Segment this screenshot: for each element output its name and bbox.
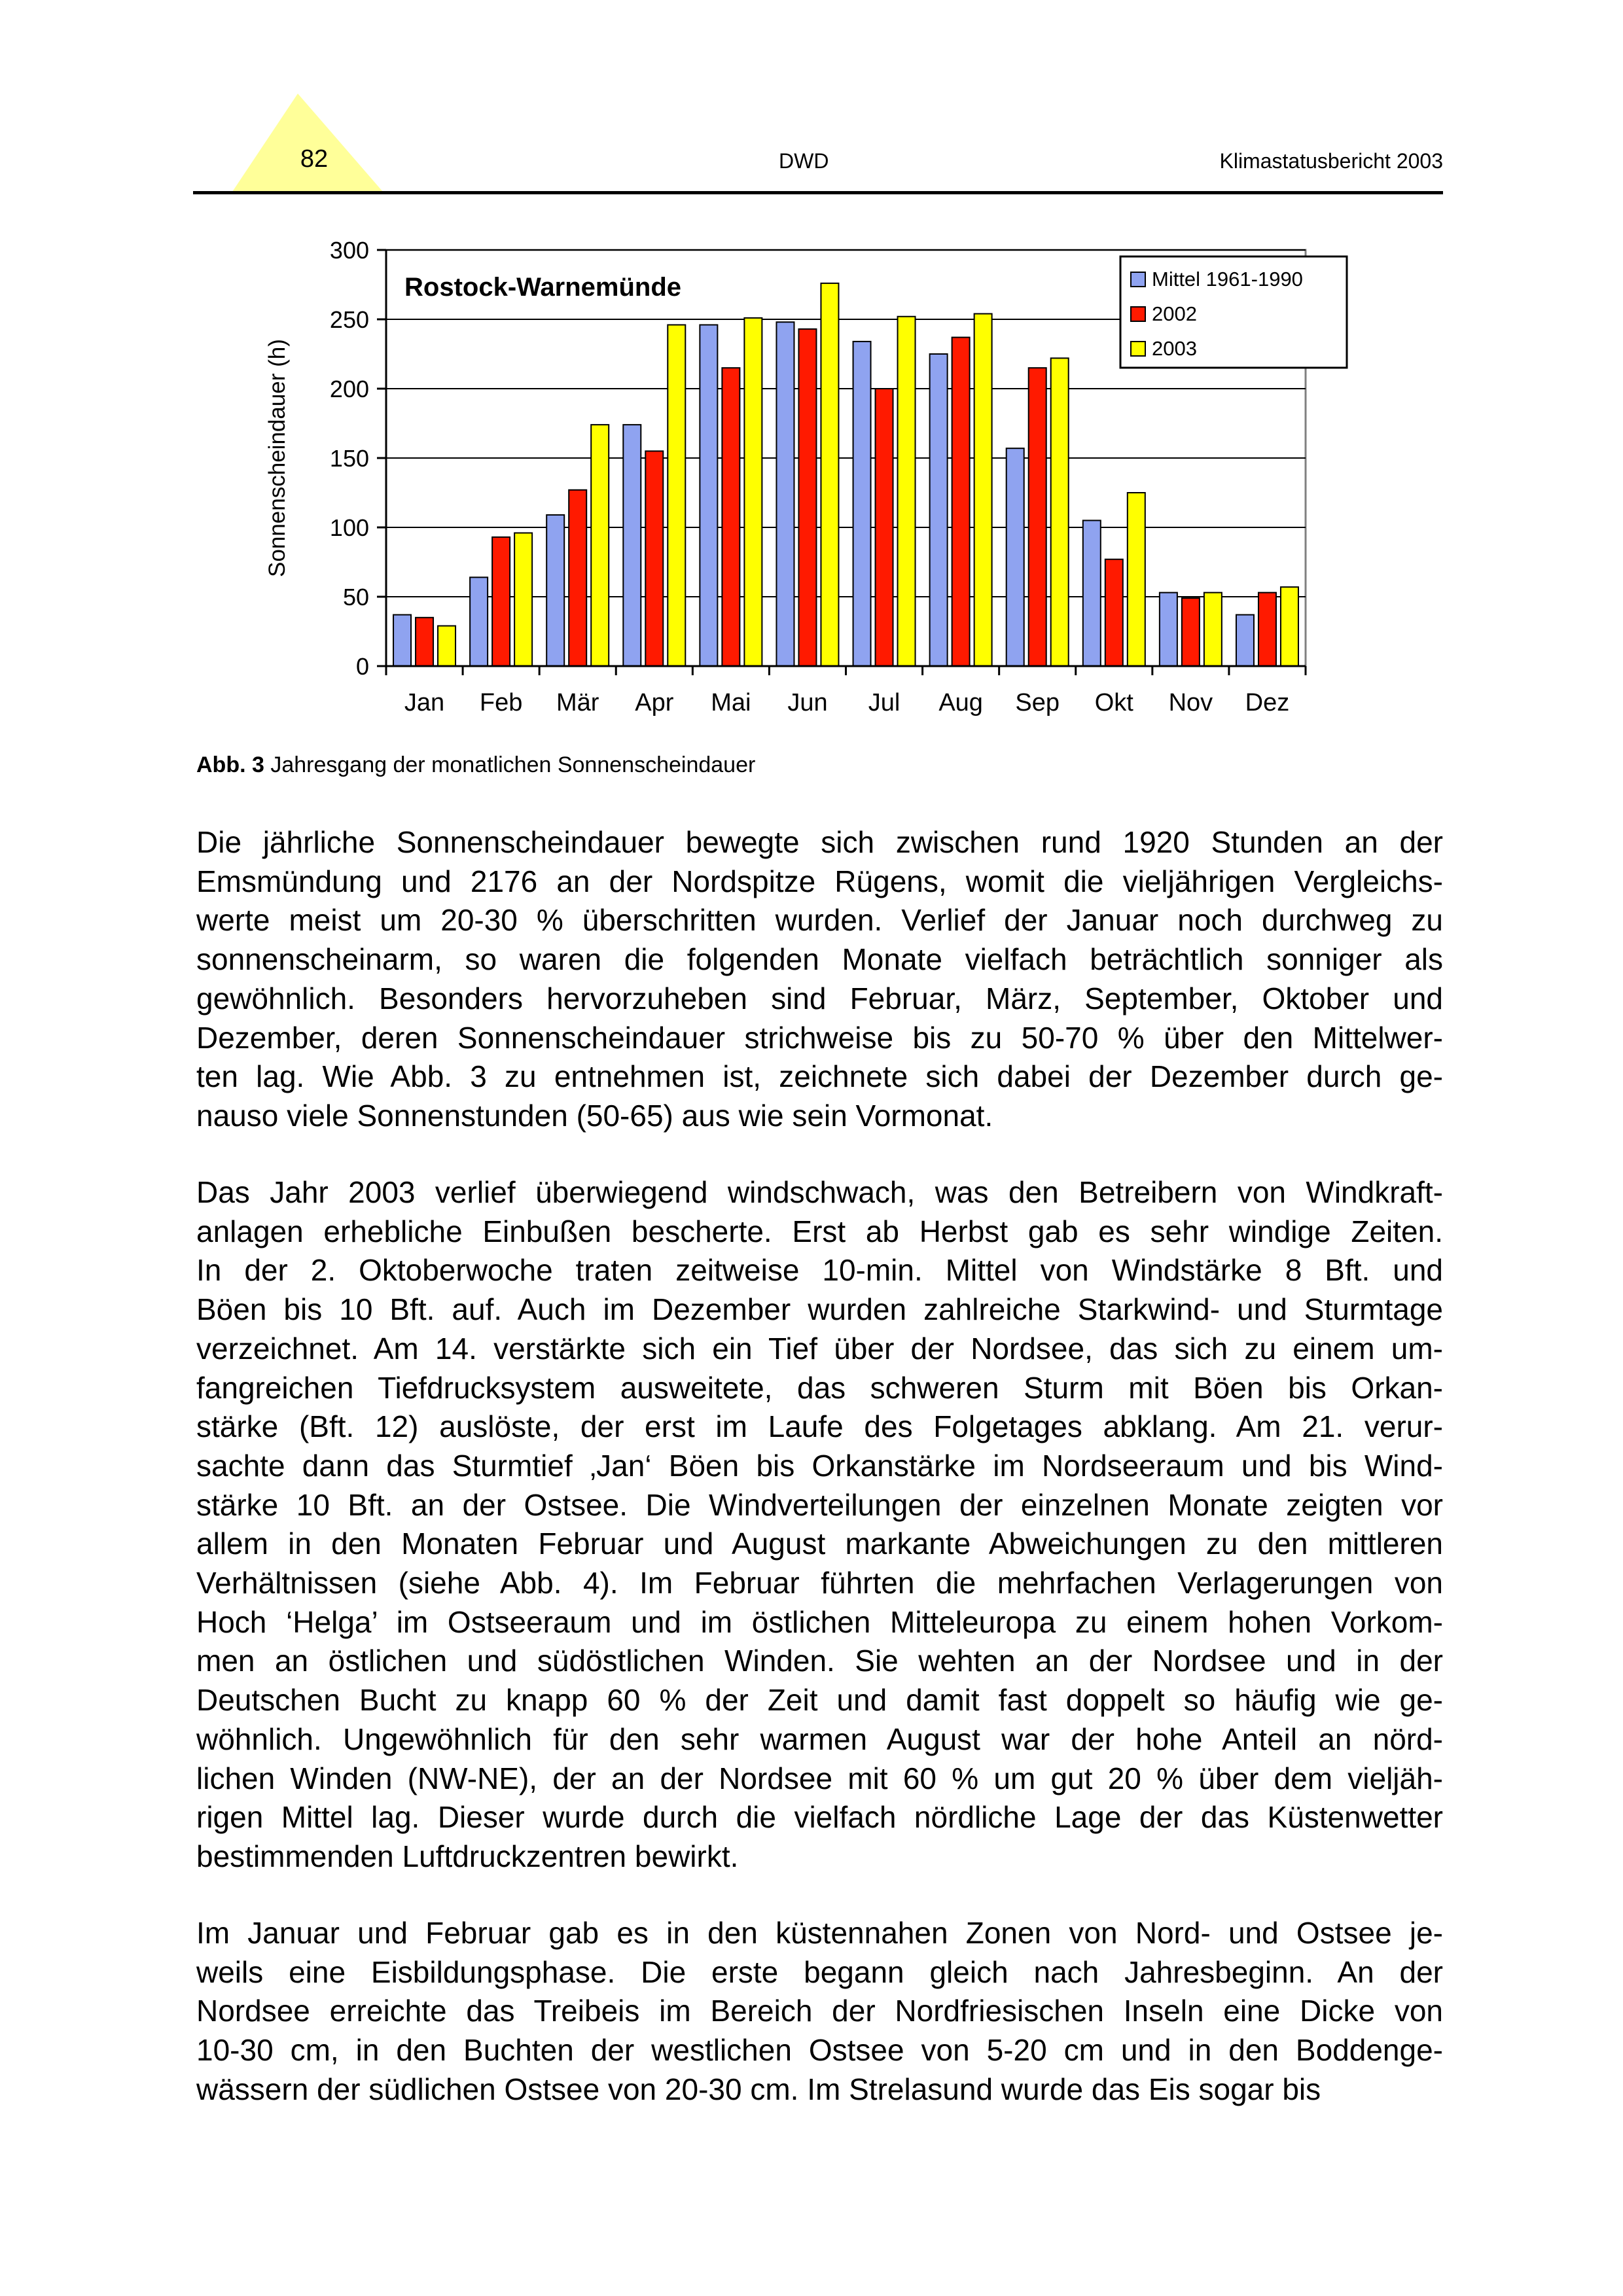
bar: [876, 389, 893, 666]
paragraph-line: ten lag. Wie Abb. 3 zu entnehmen ist, zeichnete sich dabei der Dezember durch ge-: [196, 1059, 1443, 1094]
bar: [1204, 593, 1222, 666]
bar: [1182, 598, 1200, 666]
paragraph-line: anlagen erhebliche Einbußen bescherte. Erst ab Herbst gab es sehr windige Zeiten.: [196, 1214, 1443, 1248]
paragraph-line: lichen Winden (NW-NE), der an der Nordsee mit 60 % um gut 20 % über dem vieljäh-: [196, 1761, 1443, 1795]
legend-swatch: [1131, 272, 1145, 287]
paragraph-line: Hoch ‘Helga’ im Ostseeraum und im östlichen Mitteleuropa zu einem hohen Vorkom-: [196, 1604, 1443, 1639]
paragraph-line: stärke 10 Bft. an der Ostsee. Die Windverteilungen der einzelnen Monate zeigten vor: [196, 1487, 1443, 1522]
paragraph-ice: [196, 1914, 1443, 2110]
paragraph-line: Verhältnissen (siehe Abb. 4). Im Februar führten die mehrfachen Verlagerungen von: [196, 1566, 1443, 1600]
paragraph-line: men an östlichen und südöstlichen Winden. Sie wehten an der Nordsee und in der: [196, 1644, 1443, 1678]
bar: [952, 338, 970, 666]
figure-caption-text: Jahresgang der monatlichen Sonnenscheindauer: [264, 752, 756, 777]
sunshine-chart: [0, 0, 1623, 746]
bar: [416, 618, 433, 666]
bar: [1051, 358, 1069, 666]
bar: [700, 325, 717, 666]
paragraph-line: weils eine Eisbildungsphase. Die erste begann gleich nach Jahresbeginn. An der: [196, 1954, 1443, 1989]
x-tick-label: Jun: [787, 689, 828, 716]
paragraph-line: stärke (Bft. 12) auslöste, der erst im Laufe des Folgetages abklang. Am 21. verur-: [196, 1409, 1443, 1444]
y-tick-label: 0: [355, 653, 369, 680]
bar: [668, 325, 685, 666]
bar: [569, 490, 586, 666]
bar: [393, 615, 411, 666]
paragraph-line: bestimmenden Luftdruckzentren bewirkt.: [196, 1839, 739, 1873]
header-report-title: Klimastatusbericht 2003: [1219, 149, 1443, 173]
bar: [744, 318, 762, 666]
y-tick-label: 50: [342, 584, 369, 610]
x-tick-label: Mär: [556, 689, 599, 716]
paragraph-line: fangreichen Tiefdrucksystem ausweitete, das schweren Sturm mit Böen bis Orkan-: [196, 1370, 1443, 1405]
bar: [722, 368, 740, 666]
legend-label: Mittel 1961-1990: [1152, 268, 1303, 291]
bar: [470, 577, 488, 666]
x-tick-label: Sep: [1015, 689, 1060, 716]
paragraph-line: nauso viele Sonnenstunden (50-65) aus wie sein Vormonat.: [196, 1098, 993, 1133]
bar: [1105, 559, 1123, 666]
paragraph-line: 10-30 cm, in den Buchten der westlichen Ostsee von 5-20 cm und in den Boddenge-: [196, 2033, 1443, 2068]
bar: [1007, 448, 1024, 666]
bar: [1029, 368, 1046, 666]
bar: [1281, 587, 1298, 666]
bar: [898, 317, 916, 666]
paragraph-line: In der 2. Oktoberwoche traten zeitweise 10-min. Mittel von Windstärke 8 Bft. und: [196, 1253, 1443, 1288]
paragraph-line: verzeichnet. Am 14. verstärkte sich ein Tief über der Nordsee, das sich zu einem um-: [196, 1331, 1443, 1366]
y-tick-label: 250: [329, 306, 369, 333]
x-tick-label: Apr: [635, 689, 674, 716]
paragraph-line: Die jährliche Sonnenscheindauer bewegte sich zwischen rund 1920 Stunden an der: [196, 825, 1443, 859]
paragraph-sunshine: [196, 823, 1443, 1136]
bar: [776, 322, 794, 666]
header-publisher: DWD: [779, 149, 829, 173]
figure-caption: [196, 752, 755, 778]
bar: [798, 329, 816, 666]
page-number: 82: [300, 145, 329, 173]
chart-legend: [1120, 256, 1347, 368]
paragraph-line: Deutschen Bucht zu knapp 60 % der Zeit und damit fast doppelt so häufig wie ge-: [196, 1683, 1443, 1718]
bar: [821, 283, 838, 666]
chart-y-axis-label: Sonnenscheindauer (h): [264, 339, 290, 577]
y-tick-label: 200: [329, 376, 369, 402]
paragraph-line: sonnenscheinarm, so waren die folgenden Monate vielfach beträchtlich sonniger als: [196, 942, 1443, 977]
legend-label: 2002: [1152, 302, 1197, 325]
bar: [623, 425, 641, 666]
paragraph-line: Im Januar und Februar gab es in den küstennahen Zonen von Nord- und Ostsee je-: [196, 1916, 1443, 1950]
paragraph-wind: [196, 1173, 1443, 1877]
y-tick-label: 300: [329, 237, 369, 264]
paragraph-line: rigen Mittel lag. Dieser wurde durch die vielfach nördliche Lage der das Küstenwetter: [196, 1800, 1443, 1835]
paragraph-line: Das Jahr 2003 verlief überwiegend windschwach, was den Betreibern von Windkraft-: [196, 1175, 1443, 1209]
bar: [1160, 593, 1177, 666]
paragraph-line: allem in den Monaten Februar und August markante Abweichungen zu den mittleren: [196, 1527, 1443, 1561]
x-tick-label: Mai: [711, 689, 751, 716]
y-tick-label: 150: [329, 445, 369, 472]
legend-label: 2003: [1152, 337, 1197, 360]
paragraph-line: wöhnlich. Ungewöhnlich für den sehr warmen August war der hohe Anteil an nörd-: [196, 1722, 1443, 1756]
x-tick-label: Dez: [1245, 689, 1290, 716]
bar: [974, 314, 992, 666]
bar: [514, 533, 532, 666]
bar: [1083, 520, 1101, 666]
paragraph-line: Emsmündung und 2176 an der Nordspitze Rügens, womit die vieljährigen Vergleichs-: [196, 864, 1443, 898]
x-tick-label: Okt: [1094, 689, 1133, 716]
paragraph-line: gewöhnlich. Besonders hervorzuheben sind Februar, März, September, Oktober und: [196, 981, 1443, 1016]
bar: [1258, 593, 1276, 666]
x-tick-label: Jan: [404, 689, 445, 716]
bar: [853, 342, 871, 666]
chart-title: Rostock-Warnemünde: [404, 273, 682, 302]
paragraph-line: wässern der südlichen Ostsee von 20-30 cm. Im Strelasund wurde das Eis sogar bis: [196, 2072, 1321, 2106]
bar: [492, 537, 510, 666]
paragraph-line: Nordsee erreichte das Treibeis im Bereich der Nordfriesischen Inseln eine Dicke von: [196, 1994, 1443, 2028]
x-tick-label: Aug: [938, 689, 983, 716]
paragraph-line: Dezember, deren Sonnenscheindauer strichweise bis zu 50-70 % über den Mittelwer-: [196, 1020, 1443, 1055]
bar: [645, 451, 663, 666]
bar: [591, 425, 609, 666]
x-tick-label: Jul: [868, 689, 901, 716]
figure-caption-label: Abb. 3: [196, 752, 264, 777]
bar: [546, 515, 564, 666]
paragraph-line: sachte dann das Sturmtief ‚Jan‘ Böen bis Orkanstärke im Nordseeraum und bis Wind-: [196, 1448, 1443, 1483]
paragraph-line: Böen bis 10 Bft. auf. Auch im Dezember wurden zahlreiche Starkwind- und Sturmtage: [196, 1292, 1443, 1327]
x-tick-label: Feb: [479, 689, 523, 716]
legend-swatch: [1131, 342, 1145, 356]
x-tick-label: Nov: [1168, 689, 1213, 716]
bar: [1236, 615, 1254, 666]
bar: [930, 354, 948, 666]
paragraph-line: werte meist um 20-30 % überschritten wurden. Verlief der Januar noch durchweg zu: [196, 903, 1443, 938]
y-tick-label: 100: [329, 514, 369, 541]
bar: [438, 626, 455, 666]
bar: [1128, 493, 1145, 666]
legend-swatch: [1131, 307, 1145, 321]
